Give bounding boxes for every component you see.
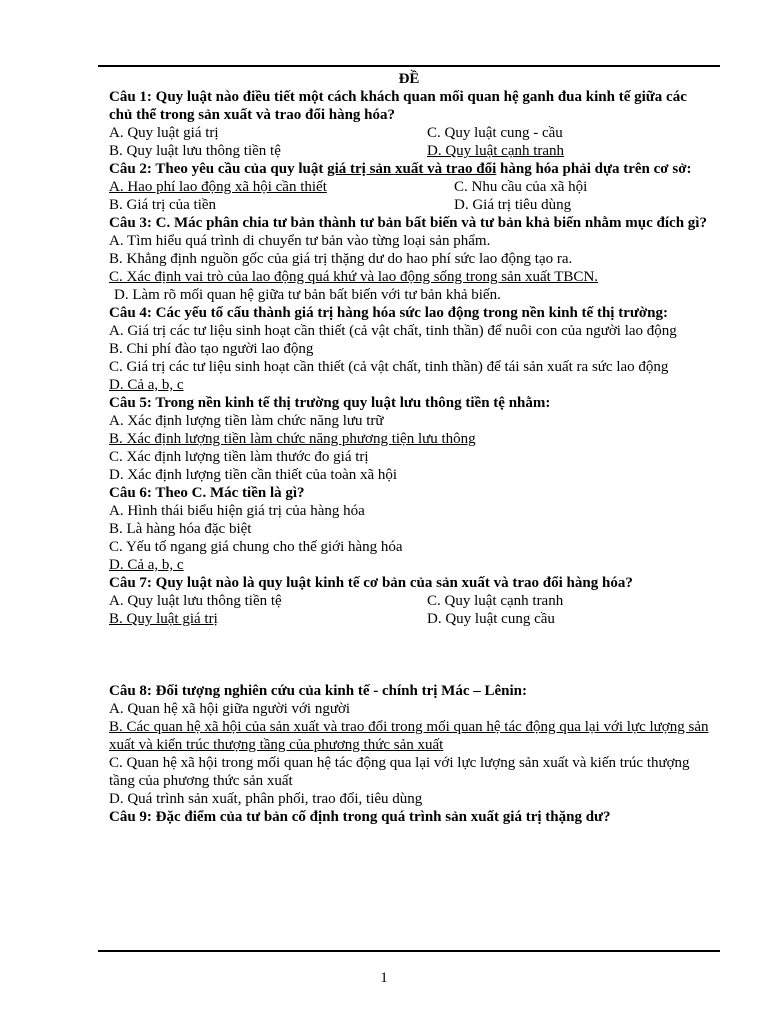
q4-option-c: C. Giá trị các tư liệu sinh hoạt cần thiết (cả vật chất, tinh thần) để tái sản xuất ra sức lao động	[109, 359, 669, 375]
q6-option-a: A. Hình thái biểu hiện giá trị của hàng hóa	[109, 503, 365, 519]
q2-text-underlined: giá trị sản xuất và trao đổi	[327, 161, 497, 177]
q3-option-c-answer: C. Xác định vai trò của lao động quá khứ và lao động sống trong sản xuất TBCN.	[109, 269, 599, 285]
exam-content	[109, 70, 709, 826]
q8-option-d: D. Quá trình sản xuất, phân phối, trao đổi, tiêu dùng	[109, 791, 423, 807]
question-5: Câu 5: Trong nền kinh tế thị trường quy luật lưu thông tiền tệ nhằm:	[109, 395, 551, 411]
q1-option-b: B. Quy luật lưu thông tiền tệ	[109, 143, 281, 159]
page-title: ĐỀ	[398, 71, 420, 87]
q3-option-a: A. Tìm hiểu quá trình di chuyển tư bản vào từng loại sản phẩm.	[109, 233, 491, 249]
q2-text-2: hàng hóa phải dựa trên cơ sở:	[496, 161, 692, 177]
q4-option-d-row	[109, 376, 709, 394]
q5-option-c: C. Xác định lượng tiền làm thước đo giá trị	[109, 449, 369, 465]
q7-option-a: A. Quy luật lưu thông tiền tệ	[109, 593, 282, 609]
q5-option-d: D. Xác định lượng tiền cần thiết của toàn xã hội	[109, 467, 398, 483]
q3-option-d: D. Làm rõ mối quan hệ giữa tư bản bất biến với tư bản khả biến.	[114, 287, 501, 303]
question-1: Câu 1: Quy luật nào điều tiết một cách khách quan mối quan hệ ganh đua kinh tế giữa các chủ thể trong sản xuất và trao đổi hàng hóa?	[109, 89, 687, 123]
q4-option-b: B. Chi phí đào tạo người lao động	[109, 341, 314, 357]
top-rule	[98, 65, 720, 67]
q8-option-c: C. Quan hệ xã hội trong mối quan hệ tác động qua lại với lực lượng sản xuất và kiến trúc thượng tầng của phương thức sản xuất	[109, 755, 690, 789]
q4-option-a: A. Giá trị các tư liệu sinh hoạt cần thiết (cả vật chất, tinh thần) để nuôi con của người lao động	[109, 323, 677, 339]
question-7: Câu 7: Quy luật nào là quy luật kinh tế cơ bản của sản xuất và trao đổi hàng hóa?	[109, 575, 633, 591]
q1-row-1	[109, 124, 709, 142]
spacer	[109, 628, 709, 682]
page-number: 1	[380, 970, 388, 986]
q2-option-a-answer: A. Hao phí lao động xã hội cần thiết	[109, 179, 327, 195]
q8-option-a: A. Quan hệ xã hội giữa người với người	[109, 701, 351, 717]
q6-option-d-row	[109, 556, 709, 574]
q5-option-a: A. Xác định lượng tiền làm chức năng lưu trữ	[109, 413, 384, 429]
q6-option-c: C. Yếu tố ngang giá chung cho thế giới hàng hóa	[109, 539, 403, 555]
question-2	[109, 160, 709, 178]
q1-option-d-answer: D. Quy luật cạnh tranh	[427, 143, 565, 159]
q6-option-b: B. Là hàng hóa đặc biệt	[109, 521, 252, 537]
question-9: Câu 9: Đặc điểm của tư bản cố định trong quá trình sản xuất giá trị thặng dư?	[109, 809, 611, 825]
q2-option-d: D. Giá trị tiêu dùng	[454, 197, 572, 213]
q8-option-b-answer: B. Các quan hệ xã hội của sản xuất và trao đổi trong mối quan hệ tác động qua lại với lực lượng sản xuất và kiến trúc thượng tầng của phương thức sản xuất	[109, 719, 709, 753]
q5-option-b-row	[109, 430, 709, 448]
question-8: Câu 8: Đối tượng nghiên cứu của kinh tế - chính trị Mác – Lênin:	[109, 683, 528, 699]
q7-row-2	[109, 610, 709, 628]
q7-option-b-cell	[109, 610, 427, 628]
q7-option-c: C. Quy luật cạnh tranh	[427, 593, 564, 609]
q2-row-1	[109, 178, 709, 196]
q4-option-d-answer: D. Cả a, b, c	[109, 377, 184, 393]
q2-option-b: B. Giá trị của tiền	[109, 197, 217, 213]
q2-option-c: C. Nhu cầu của xã hội	[454, 179, 588, 195]
q1-row-2	[109, 142, 709, 160]
q6-option-d-answer: D. Cả a, b, c	[109, 557, 184, 573]
question-6: Câu 6: Theo C. Mác tiền là gì?	[109, 485, 305, 501]
q1-option-c: C. Quy luật cung - cầu	[427, 125, 563, 141]
q7-option-d: D. Quy luật cung cầu	[427, 611, 555, 627]
q3-option-b: B. Khẳng định nguồn gốc của giá trị thặng dư do hao phí sức lao động tạo ra.	[109, 251, 573, 267]
question-3: Câu 3: C. Mác phân chia tư bản thành tư bản bất biến và tư bản khả biến nhằm mục đích gì?	[109, 215, 707, 231]
q2-text-1: Câu 2: Theo yêu cầu của quy luật	[109, 161, 328, 177]
q7-option-b-answer: B. Quy luật giá trị	[109, 611, 218, 627]
question-4: Câu 4: Các yếu tố cấu thành giá trị hàng hóa sức lao động trong nền kinh tế thị trường:	[109, 305, 669, 321]
q5-option-b-answer: B. Xác định lượng tiền làm chức năng phương tiện lưu thông	[109, 431, 476, 447]
q7-row-1	[109, 592, 709, 610]
q2-row-2	[109, 196, 709, 214]
q1-option-a: A. Quy luật giá trị	[109, 125, 219, 141]
bottom-rule	[98, 950, 720, 952]
